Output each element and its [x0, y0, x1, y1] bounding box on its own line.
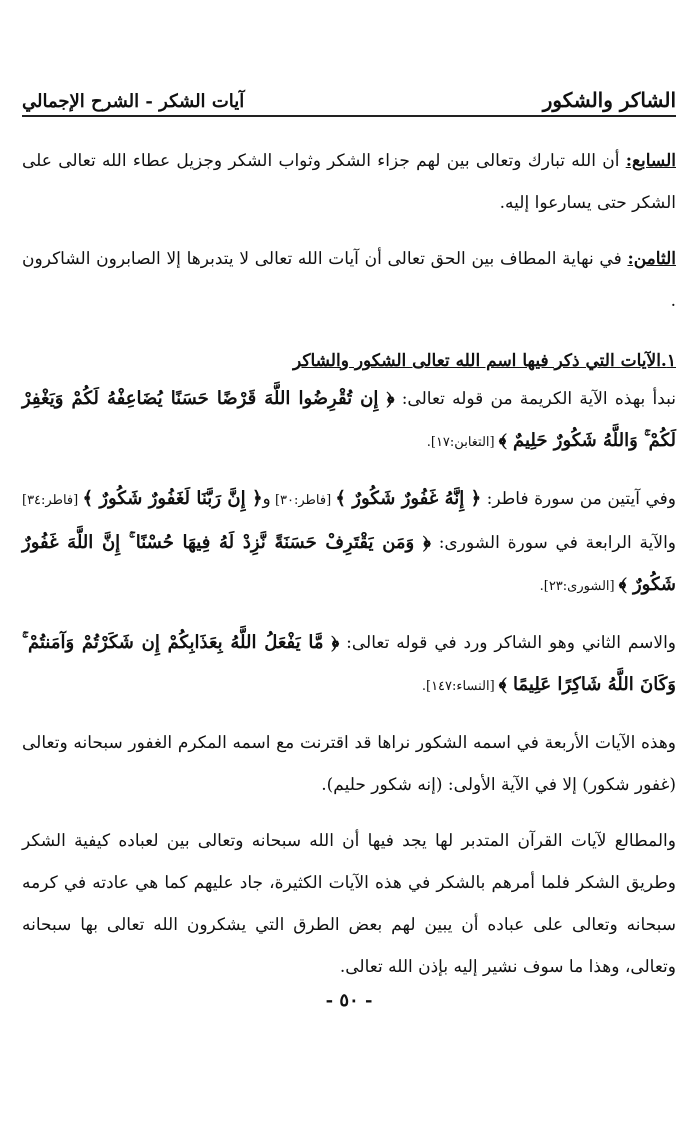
paragraph-text: والآية الرابعة في سورة الشورى: — [430, 533, 676, 553]
quran-verse: ﴿ إِنَّهُ غَفُورٌ شَكُورٌ ﴾ — [335, 488, 482, 509]
quran-verse: ﴿ إِنَّ رَبَّنَا لَغَفُورٌ شَكُورٌ ﴾ — [82, 488, 263, 509]
verse-citation: [فاطر:٣٠] — [270, 493, 336, 508]
paragraph-four-verses — [22, 722, 676, 806]
page-body — [22, 140, 676, 1002]
verse-citation: [النساء:١٤٧]. — [421, 679, 499, 694]
paragraph-fatir — [22, 478, 676, 608]
chapter-title: الشاكر والشكور — [542, 88, 676, 112]
paragraph-text: نبدأ بهذه الآية الكريمة من قوله تعالى: — [394, 389, 677, 409]
point-label: السابع: — [625, 151, 676, 171]
point-label: الثامن: — [627, 249, 676, 269]
paragraph-text: والاسم الثاني وهو الشاكر ورد في قوله تعالى: — [339, 633, 677, 653]
verse-citation: [التغابن:١٧]. — [426, 435, 499, 450]
quran-verse: ﴿ مَّا يَفْعَلُ اللَّهُ بِعَذَابِكُمْ إِن شَكَرْتُمْ وَآمَنتُمْ ۚ وَكَانَ اللَّهُ شَاكِرًا عَلِيمًا ﴾ — [22, 632, 676, 695]
running-header — [22, 82, 676, 117]
paragraph-taghabun — [22, 378, 676, 464]
quran-verse: ﴿ وَمَن يَقْتَرِفْ حَسَنَةً نَّزِدْ لَهُ فِيهَا حُسْنًا ۚ إِنَّ اللَّهَ غَفُورٌ شَكُورٌ ﴾ — [22, 532, 676, 595]
paragraph-final — [22, 820, 676, 988]
paragraph-nisa — [22, 622, 676, 708]
section-heading: ١.الآيات التي ذكر فيها اسم الله تعالى الشكور والشاكر — [292, 351, 676, 371]
paragraph-text: وفي آيتين من سورة فاطر: — [481, 489, 676, 509]
page-number: - ٥٠ - — [325, 990, 373, 1011]
paragraph-text: والمطالع لآيات القرآن المتدبر لها يجد فيها أن الله سبحانه وتعالى بين لعباده كيفية الشكر وطريق الشكر فلما أمرهم بالشكر في هذه الآيات الكثيرة، جاد عليهم كما هي عادته في كرمه سبحانه وتعالى على عباده أن يبين لهم بعض الطرق التي يشكرون الله تعالى بها سبحانه وتعالى، وهذا ما سوف نشير إليه بإذن الله تعالى. — [22, 831, 676, 977]
paragraph-seventh — [22, 140, 676, 224]
verse-citation: [الشورى:٢٣]. — [539, 579, 619, 594]
paragraph-text: وهذه الآيات الأربعة في اسمه الشكور نراها قد اقترنت مع اسمه المكرم الغفور سبحانه وتعالى (غفور شكور) إلا في الآية الأولى: (إنه شكور حليم). — [22, 733, 676, 795]
paragraph-text: في نهاية المطاف بين الحق تعالى أن آيات الله تعالى لا يتدبرها إلا الصابرون الشاكرون . — [22, 249, 676, 311]
verse-citation: [فاطر:٣٤] — [22, 493, 83, 508]
connector-text: و — [262, 489, 271, 509]
section-running-title: آيات الشكر - الشرح الإجمالي — [22, 91, 245, 112]
paragraph-eighth — [22, 238, 676, 322]
paragraph-text: أن الله تبارك وتعالى بين لهم جزاء الشكر وثواب الشكر وجزيل عطاء الله تعالى على الشكر حتى يسارعوا إليه. — [22, 151, 676, 213]
quran-verse: ﴿ إِن تُقْرِضُوا اللَّهَ قَرْضًا حَسَنًا يُضَاعِفْهُ لَكُمْ وَيَغْفِرْ لَكُمْ ۚ وَاللَّهُ شَكُورٌ حَلِيمٌ ﴾ — [22, 388, 676, 451]
